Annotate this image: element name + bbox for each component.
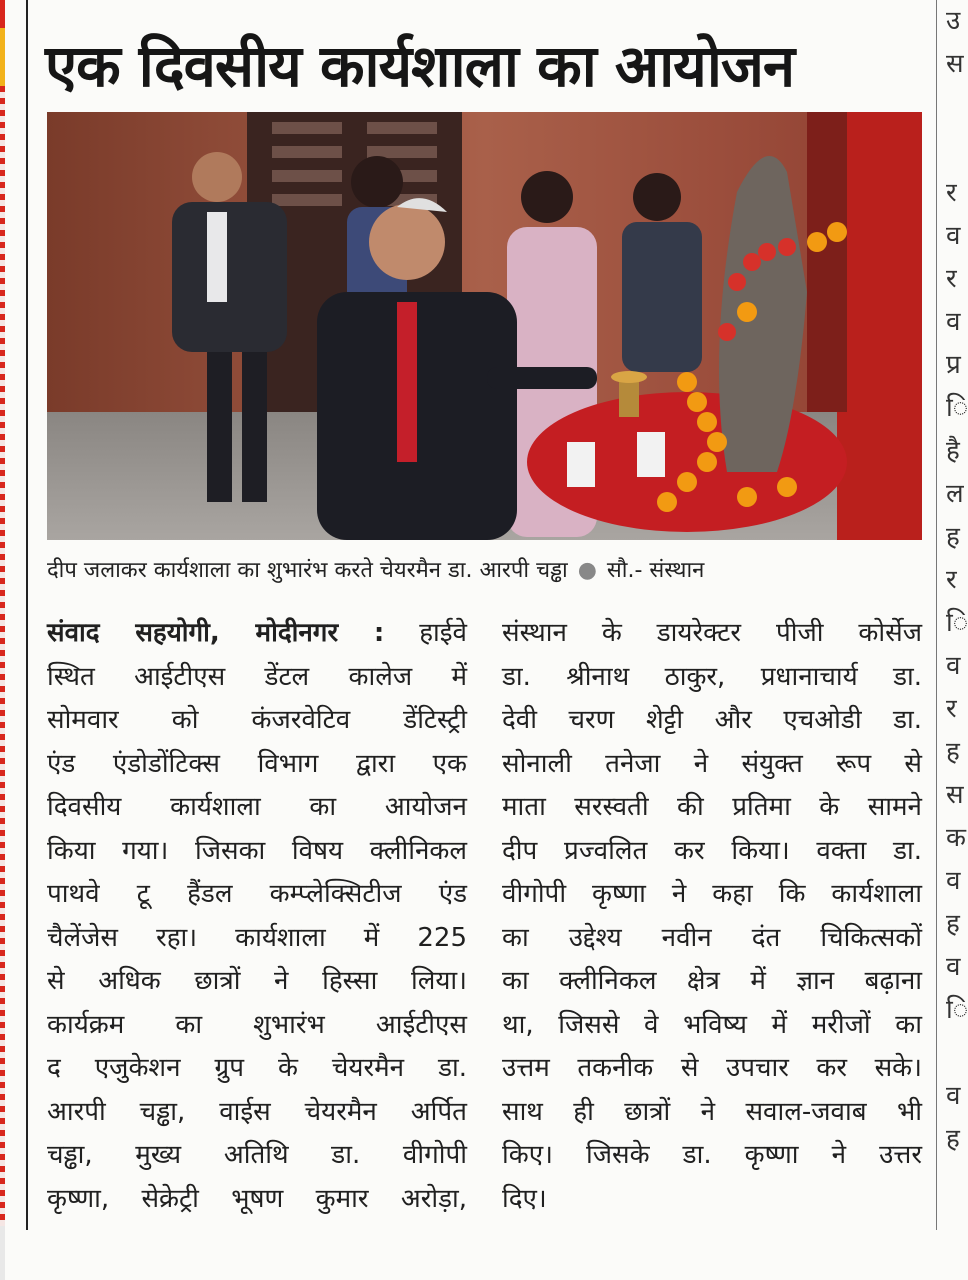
- adjacent-column-glyph: ि: [946, 608, 968, 638]
- left-edge-rule: [0, 0, 5, 1280]
- adjacent-column-glyph: व: [946, 307, 961, 337]
- adjacent-column-glyph: ल: [946, 479, 964, 509]
- article-line: का उद्देश्य नवीन दंत चिकित्सकों: [502, 922, 922, 953]
- article-line: दिए।: [502, 1183, 547, 1214]
- adjacent-column-glyph: व: [946, 651, 961, 681]
- adjacent-column-glyph: व: [946, 221, 961, 251]
- article-line: संवाद सहयोगी, मोदीनगर : हाईवे: [47, 618, 467, 648]
- article-column-1: [47, 612, 467, 1221]
- article-line: दिवसीय कार्यशाला का आयोजन: [47, 792, 467, 822]
- article-line: सोनाली तनेजा ने संयुक्त रूप से: [502, 748, 922, 779]
- article-line: साथ ही छात्रों ने सवाल-जवाब भी: [502, 1096, 922, 1127]
- adjacent-column-glyph: है: [946, 436, 960, 466]
- article-line: उत्तम तकनीक से उपचार कर सके।: [502, 1053, 922, 1083]
- adjacent-column-glyph: ि: [946, 995, 968, 1025]
- adjacent-column-glyph: [946, 129, 958, 172]
- article-line: किए। जिसके डा. कृष्णा ने उत्तर: [502, 1140, 922, 1170]
- adjacent-column-glyph: ि: [946, 393, 968, 423]
- article-column-2: [502, 612, 922, 1221]
- article-line: द एजुकेशन ग्रुप के चेयरमैन डा.: [47, 1053, 467, 1083]
- article-line: डा. श्रीनाथ ठाकुर, प्रधानाचार्य डा.: [502, 661, 922, 692]
- adjacent-column-glyph: प्र: [946, 350, 961, 380]
- article-line: एंड एंडोडोंटिक्स विभाग द्वारा एक: [47, 748, 467, 779]
- article-line: चैलेंजेस रहा। कार्यशाला में 225: [47, 922, 467, 953]
- article-line: स्थित आईटीएस डेंटल कालेज में: [47, 661, 467, 692]
- adjacent-column-glyph: ह: [946, 1124, 960, 1154]
- article-line: कार्यक्रम का शुभारंभ आईटीएस: [47, 1009, 467, 1040]
- dateline: संवाद सहयोगी, मोदीनगर :: [47, 618, 385, 648]
- adjacent-column-glyph: ह: [946, 522, 960, 552]
- adjacent-column-glyph: क: [946, 823, 966, 853]
- adjacent-column-glyph: व: [946, 866, 961, 896]
- photo-caption: [47, 556, 937, 586]
- adjacent-column-glyph: [946, 1032, 958, 1075]
- article-line: संस्थान के डायरेक्टर पीजी कोर्सेज: [502, 618, 922, 648]
- article-line: पाथवे टू हैंडल कम्प्लेक्सिटीज एंड: [47, 879, 467, 909]
- adjacent-column-glyph: र: [946, 565, 957, 595]
- column-divider-right: [936, 0, 937, 1230]
- article-line: देवी चरण शेट्टी और एचओडी डा.: [502, 705, 922, 735]
- article-line: किया गया। जिसका विषय क्लीनिकल: [47, 835, 467, 866]
- article-line: कृष्णा, सेक्रेट्री भूषण कुमार अरोड़ा,: [47, 1183, 467, 1214]
- adjacent-column-glyph: ह: [946, 737, 960, 767]
- adjacent-column-glyph: स: [946, 49, 964, 79]
- adjacent-column-glyph: र: [946, 178, 957, 208]
- adjacent-column-glyph: उ: [946, 6, 961, 36]
- article-line: से अधिक छात्रों ने हिस्सा लिया।: [47, 966, 467, 996]
- left-rule-yellow: [0, 28, 5, 86]
- article-line: सोमवार को कंजरवेटिव डेंटिस्ट्री: [47, 705, 467, 735]
- left-rule-red: [0, 86, 5, 1226]
- article-line: आरपी चड्ढा, वाईस चेयरमैन अर्पित: [47, 1096, 467, 1127]
- article-line: दीप प्रज्वलित कर किया। वक्ता डा.: [502, 835, 922, 866]
- article-line: माता सरस्वती की प्रतिमा के सामने: [502, 792, 922, 822]
- caption-credit: सौ.- संस्थान: [606, 558, 705, 583]
- article-line: था, जिससे वे भविष्य में मरीजों का: [502, 1009, 922, 1040]
- adjacent-column-glyph: स: [946, 780, 964, 810]
- adjacent-column-glyph: व: [946, 1081, 961, 1111]
- headline: एक दिवसीय कार्यशाला का आयोजन: [45, 32, 795, 100]
- adjacent-column-glyph: र: [946, 694, 957, 724]
- bullet-icon: ●: [577, 558, 597, 583]
- article-line: चड्ढा, मुख्य अतिथि डा. वीगोपी: [47, 1140, 467, 1170]
- adjacent-column-fragment: [946, 0, 968, 1230]
- article-line: वीगोपी कृष्णा ने कहा कि कार्यशाला: [502, 879, 922, 909]
- adjacent-column-glyph: व: [946, 952, 961, 982]
- adjacent-column-glyph: र: [946, 264, 957, 294]
- caption-text: दीप जलाकर कार्यशाला का शुभारंभ करते चेयरमैन डा. आरपी चड्ढा: [47, 558, 568, 583]
- column-divider-left: [26, 0, 28, 1230]
- adjacent-column-glyph: [946, 86, 958, 129]
- article-line: का क्लीनिकल क्षेत्र में ज्ञान बढ़ाना: [502, 966, 922, 996]
- adjacent-column-glyph: ह: [946, 909, 960, 939]
- photo-icon: [47, 112, 922, 540]
- news-photo: [47, 112, 922, 540]
- left-rule-red-top: [0, 0, 5, 28]
